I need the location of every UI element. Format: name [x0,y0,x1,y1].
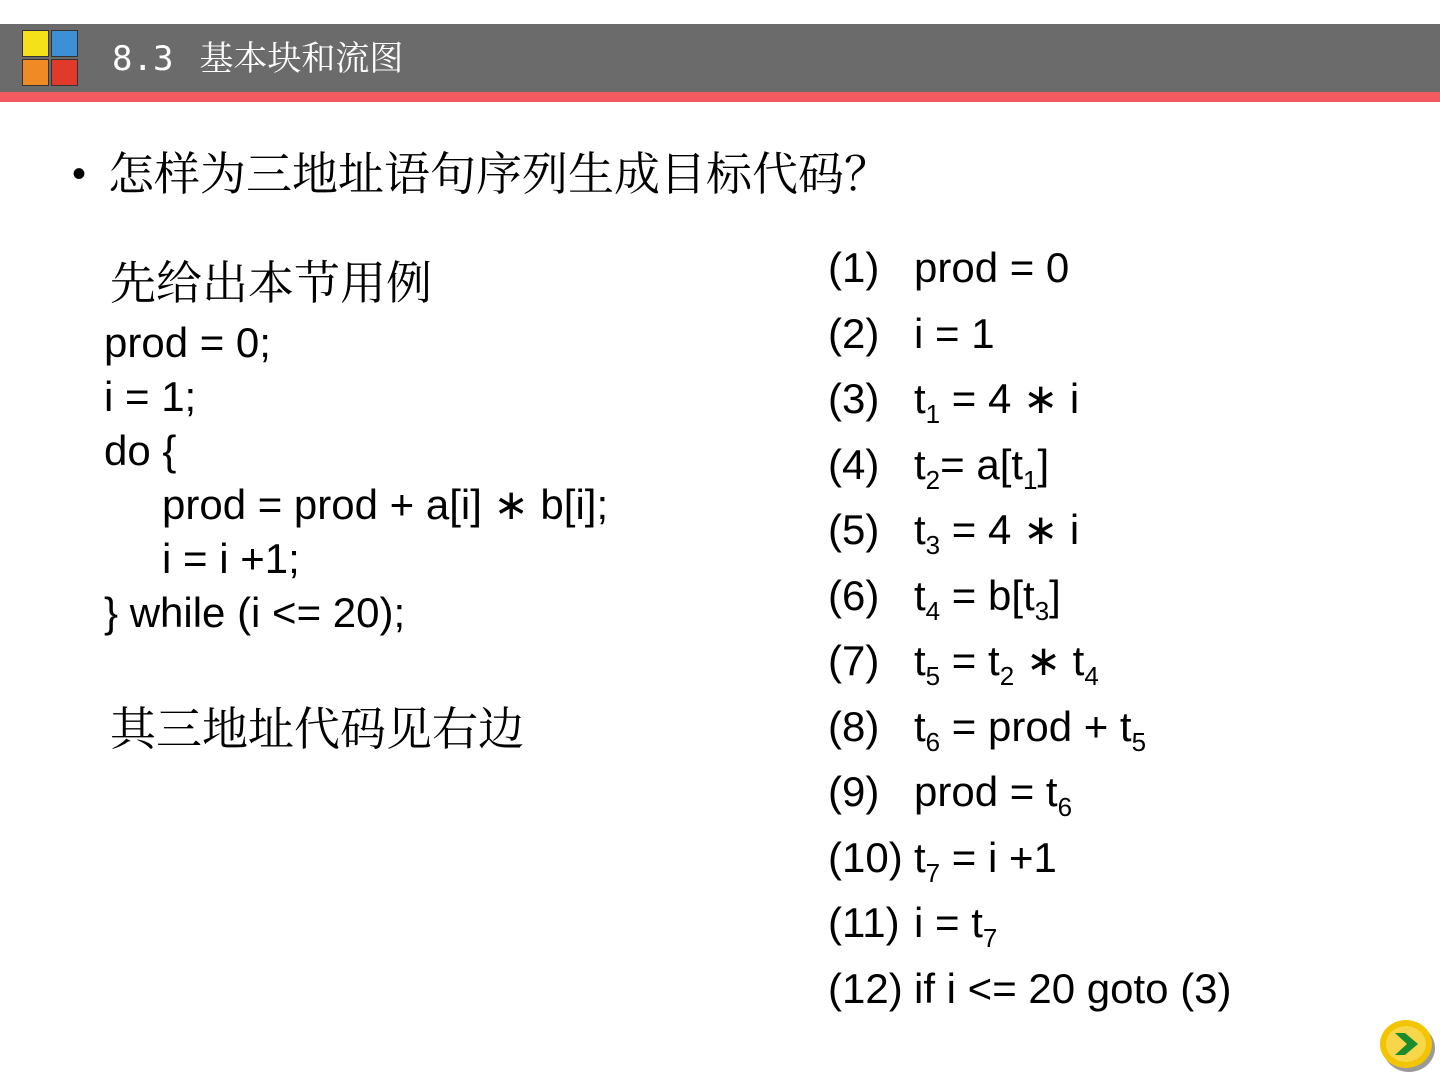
tac-text: i = 1 [914,309,995,357]
tac-subscript: 5 [1131,726,1147,757]
tac-text: = i +1 [940,833,1057,881]
tac-text: = a[t [940,440,1024,488]
tac-line-number: (2) [828,309,880,357]
tac-statement [914,637,1099,691]
tac-line-number: (3) [828,375,880,422]
tac-line-number: (1) [828,244,880,291]
tac-text: t [914,702,926,750]
tac-subscript: 2 [999,661,1015,691]
tac-line [828,435,1428,501]
tac-text: ] [1049,571,1061,619]
tac-statement [914,440,1050,495]
tac-statement [914,833,1057,888]
tac-subscript: 3 [925,530,941,560]
tac-text: i = t [914,899,983,946]
tac-text: t [914,833,926,881]
code-line: i = 1; [104,373,197,420]
tac-text: if i <= 20 goto (3) [914,964,1232,1012]
tac-statement [914,899,998,953]
tac-line-number: (12) [828,964,903,1012]
tac-subscript: 4 [925,595,941,626]
tac-line [828,893,1428,959]
tac-line-number: (11) [828,899,900,946]
tac-line [828,566,1428,632]
tac-statement [914,965,1232,1012]
tac-line-number: (6) [828,571,880,619]
tac-text: = b[t [940,571,1035,619]
tac-text: = 4 ∗ i [940,506,1080,553]
example-source [104,250,764,762]
tac-text: t [914,571,926,619]
tac-line-number: (5) [828,506,880,553]
code-line: } while (i <= 20); [104,589,406,636]
tac-subscript: 4 [1084,661,1099,691]
tac-subscript: 1 [1023,464,1038,495]
tac-statement [914,375,1080,429]
example-intro: 先给出本节用例 [110,257,432,309]
tac-line-number: (9) [828,768,880,815]
tac-line [828,500,1428,566]
tac-line [828,697,1428,763]
tac-line-number: (8) [828,702,880,750]
code-line: i = i +1; [162,535,300,582]
puzzle-logo-icon [20,28,80,88]
code-line: do { [104,427,177,474]
page-title [112,34,403,84]
tac-subscript: 6 [1057,792,1073,822]
tac-subscript: 3 [1034,595,1050,626]
tac-subscript: 7 [982,923,998,953]
tac-subscript: 5 [925,661,941,691]
next-slide-button[interactable] [1376,1016,1436,1074]
tac-line [828,238,1428,304]
three-address-code-list [828,238,1428,1024]
tac-subscript: 6 [925,726,941,757]
tac-text: = t [940,637,1000,684]
tac-text: t [914,440,926,488]
tac-line [828,828,1428,894]
tac-text: t [914,637,926,684]
tac-line-number: (10) [828,833,903,881]
tac-subscript: 2 [925,464,941,495]
code-line: prod = prod + a[i] ∗ b[i]; [162,481,609,528]
code-line: prod = 0; [104,319,271,366]
tac-text: = prod + t [940,702,1132,750]
tac-text: prod = 0 [914,244,1070,291]
tac-statement [914,571,1061,626]
tac-statement [914,244,1069,291]
tac-text: ] [1037,440,1050,488]
tac-text: ∗ t [1014,637,1085,684]
tac-text: prod = t [914,768,1058,815]
tac-statement [914,310,995,357]
tac-text: t [914,375,926,422]
question-text: 怎样为三地址语句序列生成目标代码？ [108,148,890,200]
tac-line-number: (7) [828,637,880,684]
tac-line [828,762,1428,828]
tac-subscript: 7 [925,857,941,888]
chevron-right-icon [1376,1016,1436,1074]
example-outro: 其三地址代码见右边 [110,703,524,755]
tac-line-number: (4) [828,440,880,488]
tac-line [828,631,1428,697]
tac-line [828,304,1428,370]
tac-line [828,959,1428,1025]
section-title: 基本块和流图 [199,39,404,79]
tac-line [828,369,1428,435]
tac-text: = 4 ∗ i [940,375,1080,422]
question-bullet [72,142,890,206]
tac-statement [914,702,1147,757]
tac-statement [914,768,1073,822]
section-number: 8.3 [112,39,174,79]
tac-statement [914,506,1080,560]
bullet-icon: • [72,152,87,196]
header-accent-stripe [0,92,1440,102]
tac-text: t [914,506,926,553]
tac-subscript: 1 [925,399,941,429]
